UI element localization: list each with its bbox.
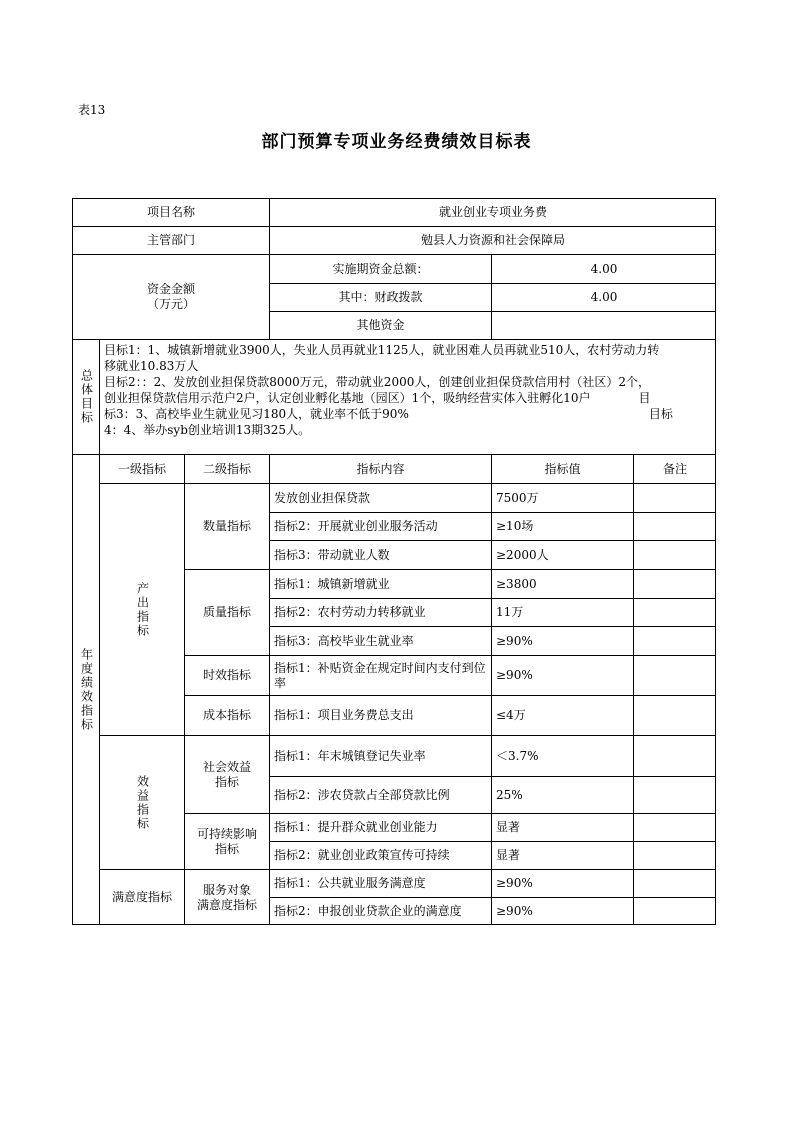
- indicator-content: 指标1：年末城镇登记失业率: [269, 735, 491, 776]
- indicator-note: [633, 841, 716, 869]
- total-funds-value: 4.00: [491, 254, 716, 283]
- indicator-content: 指标2：农村劳动力转移就业: [269, 598, 491, 626]
- goal-line: 标3：3、高校毕业生就业见习180人，就业率不低于90% 目标: [104, 407, 673, 421]
- service-satisfaction-label-line1: 服务对象: [202, 882, 251, 897]
- indicator-content: 指标1：城镇新增就业: [269, 569, 491, 598]
- overall-goal-label: [72, 339, 99, 454]
- funds-label: [72, 254, 269, 339]
- indicator-note: [633, 813, 716, 841]
- social-benefit-label-line1: 社会效益: [202, 759, 251, 774]
- indicator-value: ≥2000人: [491, 540, 633, 569]
- indicator-value: ≥90%: [491, 626, 633, 655]
- social-benefit-label-line2: 指标: [214, 774, 239, 789]
- indicator-content: 指标3：高校毕业生就业率: [269, 626, 491, 655]
- page-title: 部门预算专项业务经费绩效目标表: [261, 132, 532, 152]
- department-value: 勉县人力资源和社会保障局: [269, 226, 716, 254]
- timeliness-indicator-label: 时效指标: [184, 655, 269, 695]
- goal-line: 创业担保贷款信用示范户2户，认定创业孵化基地（园区）1个，吸纳经营实体入驻孵化10户 目: [104, 391, 651, 405]
- indicator-content: 指标1：公共就业服务满意度: [269, 869, 491, 897]
- header-note: 备注: [633, 454, 716, 483]
- other-funds-value: [491, 311, 716, 339]
- service-satisfaction-label-line2: 满意度指标: [196, 897, 257, 912]
- indicator-note: [633, 735, 716, 776]
- header-level2: 二级指标: [184, 454, 269, 483]
- indicator-content: 指标1：提升群众就业创业能力: [269, 813, 491, 841]
- indicator-note: [633, 512, 716, 540]
- goal-line: 目标1：1、城镇新增就业3900人，失业人员再就业1125人，就业困难人员再就业510人，农村劳动力转: [104, 343, 660, 357]
- indicator-value: ≥10场: [491, 512, 633, 540]
- indicator-value: ≥3800: [491, 569, 633, 598]
- indicator-value: 11万: [491, 598, 633, 626]
- indicator-value: ≥90%: [491, 655, 633, 695]
- performance-table: [72, 198, 716, 925]
- project-name-value: 就业创业专项业务费: [269, 198, 716, 226]
- funds-label-line1: 资金金额: [146, 282, 195, 296]
- indicator-content: 指标3：带动就业人数: [269, 540, 491, 569]
- quality-indicator-label: 质量指标: [184, 569, 269, 655]
- service-satisfaction-label: [184, 869, 269, 925]
- indicator-value: ≤4万: [491, 695, 633, 735]
- indicator-note: [633, 540, 716, 569]
- indicator-content: 指标1：补贴资金在规定时间内支付到位率: [269, 655, 491, 695]
- quantity-indicator-label: 数量指标: [184, 483, 269, 569]
- indicator-content: 指标2：涉农贷款占全部贷款比例: [269, 776, 491, 813]
- other-funds-label: 其他资金: [269, 311, 491, 339]
- indicator-content: 指标2：就业创业政策宣传可持续: [269, 841, 491, 869]
- annual-indicator-label-text: 年度绩效指标: [79, 648, 94, 732]
- indicator-note: [633, 695, 716, 735]
- header-level1: 一级指标: [99, 454, 184, 483]
- indicator-value: ≥90%: [491, 869, 633, 897]
- indicator-note: [633, 869, 716, 897]
- output-indicator-label: [99, 483, 184, 735]
- indicator-value: 7500万: [491, 483, 633, 512]
- indicator-value: ≥90%: [491, 897, 633, 925]
- funds-label-line2: （万元）: [146, 297, 195, 311]
- indicator-note: [633, 655, 716, 695]
- project-name-label: 项目名称: [72, 198, 269, 226]
- benefit-indicator-label: [99, 735, 184, 869]
- indicator-value: 显著: [491, 841, 633, 869]
- overall-goal-text: [99, 339, 716, 454]
- annual-indicator-label: [72, 454, 99, 925]
- indicator-note: [633, 776, 716, 813]
- header-content: 指标内容: [269, 454, 491, 483]
- sustainability-label: [184, 813, 269, 869]
- sustainability-label-line1: 可持续影响: [196, 826, 257, 841]
- indicator-value: 显著: [491, 813, 633, 841]
- goal-line: 目标2：：2、发放创业担保贷款8000万元，带动就业2000人，创建创业担保贷款信用村（社区）2个，: [104, 375, 650, 389]
- indicator-note: [633, 483, 716, 512]
- indicator-value: ＜3.7%: [491, 735, 633, 776]
- indicator-content: 指标2：申报创业贷款企业的满意度: [269, 897, 491, 925]
- indicator-value: 25%: [491, 776, 633, 813]
- satisfaction-indicator-label: 满意度指标: [99, 869, 184, 925]
- goal-line: 4：4、举办syb创业培训13期325人。: [104, 423, 311, 437]
- goal-line: 移就业10.83万人: [104, 359, 199, 373]
- table-label: 表13: [78, 103, 106, 117]
- total-funds-label: 实施期资金总额：: [269, 254, 491, 283]
- indicator-note: [633, 569, 716, 598]
- sustainability-label-line2: 指标: [214, 841, 239, 856]
- benefit-indicator-label-text: 效益指标: [135, 774, 150, 831]
- social-benefit-label: [184, 735, 269, 813]
- cost-indicator-label: 成本指标: [184, 695, 269, 735]
- indicator-content: 发放创业担保贷款: [269, 483, 491, 512]
- overall-goal-label-text: 总体目标: [79, 369, 94, 425]
- output-indicator-label-text: 产出指标: [135, 581, 150, 638]
- indicator-content: 指标2：开展就业创业服务活动: [269, 512, 491, 540]
- department-label: 主管部门: [72, 226, 269, 254]
- indicator-note: [633, 897, 716, 925]
- header-value: 指标值: [491, 454, 633, 483]
- indicator-content: 指标1：项目业务费总支出: [269, 695, 491, 735]
- indicator-note: [633, 598, 716, 626]
- fiscal-funds-value: 4.00: [491, 283, 716, 311]
- fiscal-funds-label: 其中：财政拨款: [269, 283, 491, 311]
- indicator-note: [633, 626, 716, 655]
